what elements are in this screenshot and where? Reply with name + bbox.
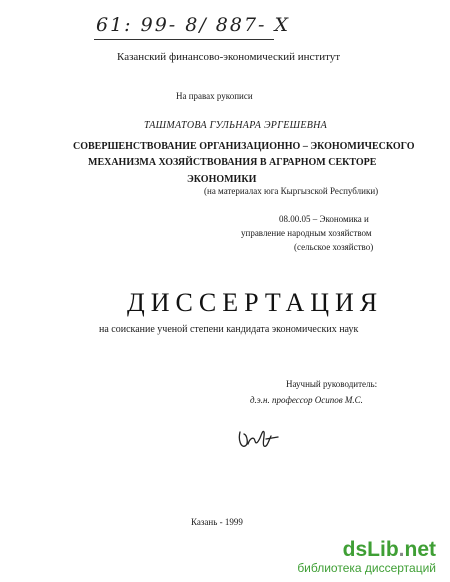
- institution-name: Казанский финансово-экономический институт: [117, 51, 341, 63]
- dslib-watermark[interactable]: [297, 539, 436, 576]
- title-subtitle: (на материалах юга Кыргызской Республики): [204, 186, 379, 196]
- title-line-1: СОВЕРШЕНСТВОВАНИЕ ОРГАНИЗАЦИОННО – ЭКОНОМИЧЕСКОГО: [73, 141, 415, 152]
- handwritten-underline: [94, 39, 274, 40]
- title-line-2: МЕХАНИЗМА ХОЗЯЙСТВОВАНИЯ В АГРАРНОМ СЕКТОРЕ: [88, 157, 377, 168]
- document-type-heading: ДИССЕРТАЦИЯ: [127, 288, 384, 317]
- specialty-line-1: 08.00.05 – Экономика и: [279, 214, 369, 224]
- specialty-line-2: управление народным хозяйством: [241, 228, 372, 238]
- supervisor-label: Научный руководитель:: [286, 379, 378, 389]
- handwritten-signature: [236, 426, 282, 452]
- degree-statement: на соискание ученой степени кандидата экономических наук: [99, 324, 359, 335]
- city-year: Казань - 1999: [191, 517, 243, 527]
- manuscript-rights: На правах рукописи: [176, 91, 253, 101]
- supervisor-name: д.э.н. профессор Осипов М.С.: [250, 395, 363, 405]
- watermark-subtitle: библиотека диссертаций: [297, 561, 436, 575]
- specialty-line-3: (сельское хозяйство): [294, 242, 374, 252]
- watermark-logo: dsLib.net: [342, 538, 436, 561]
- author-name: ТАШМАТОВА ГУЛЬНАРА ЭРГЕШЕВНА: [144, 120, 328, 131]
- handwritten-catalog-code: 61: 99- 8/ 887- X: [96, 14, 291, 36]
- title-line-3: ЭКОНОМИКИ: [187, 174, 257, 185]
